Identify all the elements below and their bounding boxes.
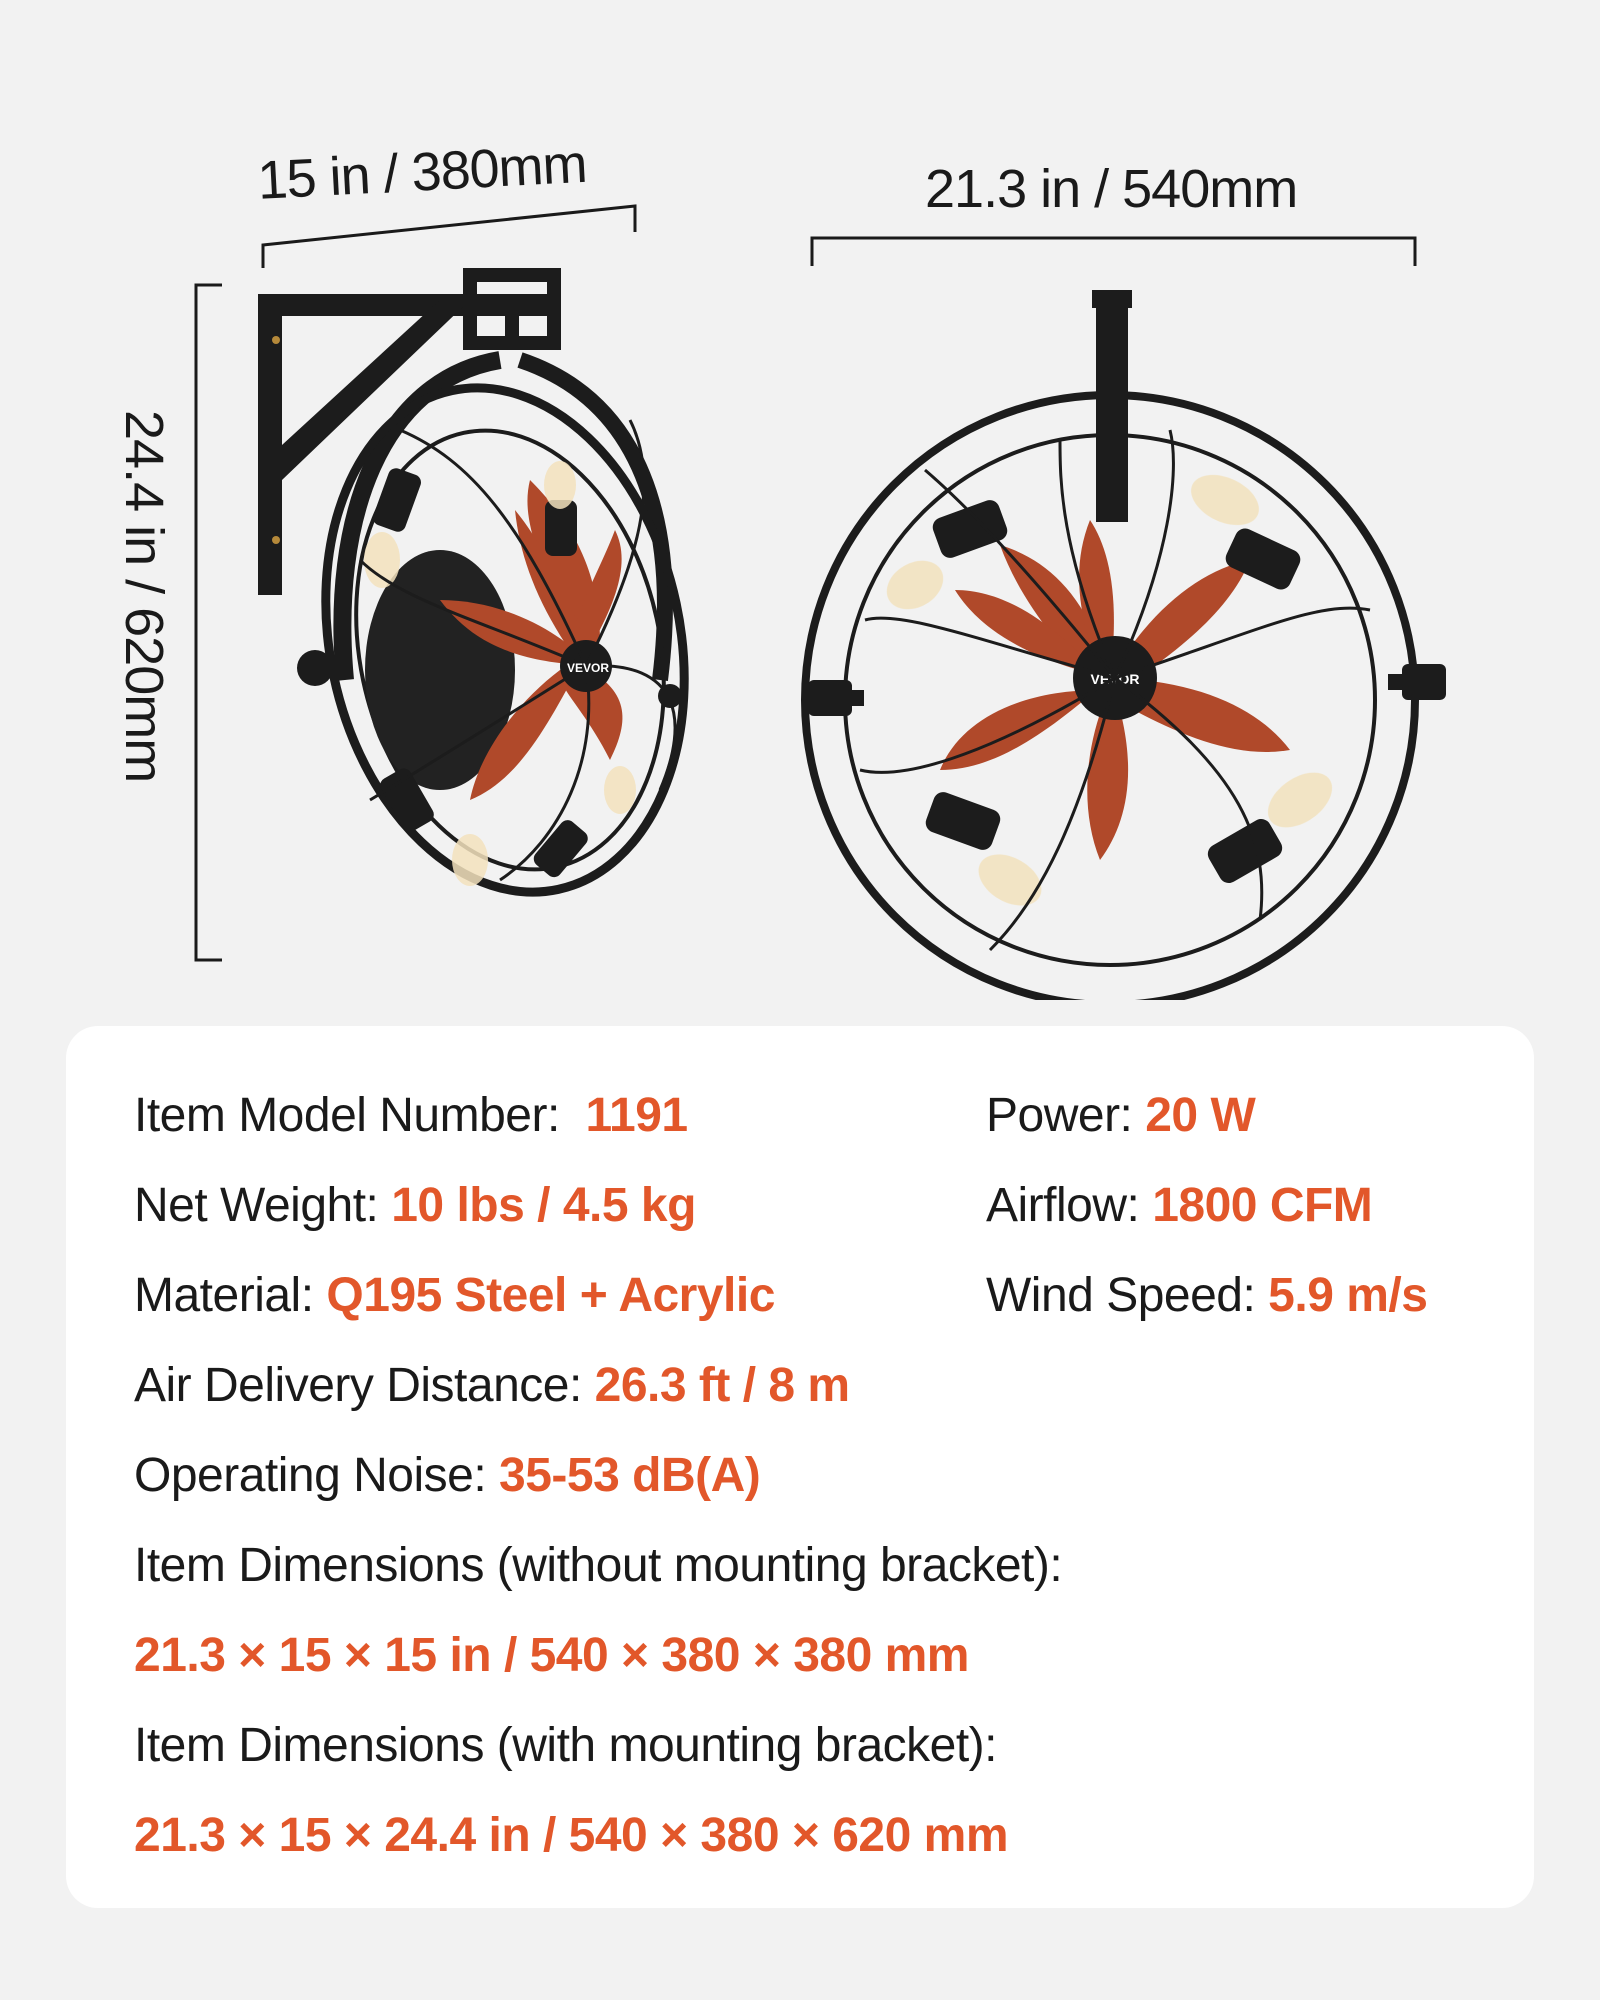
spec-model xyxy=(134,1088,688,1143)
spec-noise-label: Operating Noise: xyxy=(134,1449,487,1502)
height-dimension-line xyxy=(196,285,222,960)
spec-power xyxy=(986,1088,1255,1143)
spec-material xyxy=(134,1268,775,1323)
side-brand-badge: VEVOR xyxy=(566,661,610,675)
front-width-dimension-line xyxy=(812,238,1415,266)
spec-distance-label: Air Delivery Distance: xyxy=(134,1359,582,1412)
spec-material-value: Q195 Steel + Acrylic xyxy=(326,1269,775,1322)
spec-material-label: Material: xyxy=(134,1269,314,1322)
spec-noise-value: 35-53 dB(A) xyxy=(499,1449,761,1502)
front-view-fan xyxy=(805,290,1446,1000)
spec-model-value: 1191 xyxy=(585,1089,688,1142)
front-width-label: 21.3 in / 540mm xyxy=(925,159,1298,219)
spec-weight-value: 10 lbs / 4.5 kg xyxy=(391,1179,696,1232)
spec-weight-label: Net Weight: xyxy=(134,1179,379,1232)
spec-noise xyxy=(134,1448,760,1503)
height-label: 24.4 in / 620mm xyxy=(114,410,174,783)
spec-wind-label: Wind Speed: xyxy=(986,1269,1256,1322)
spec-distance-value: 26.3 ft / 8 m xyxy=(594,1359,850,1412)
spec-dims-with-value: 21.3 × 15 × 24.4 in / 540 × 380 × 620 mm xyxy=(134,1809,1008,1862)
spec-airflow-value: 1800 CFM xyxy=(1152,1179,1373,1232)
spec-wind xyxy=(986,1268,1427,1323)
spec-power-value: 20 W xyxy=(1145,1089,1256,1142)
spec-airflow xyxy=(986,1178,1372,1233)
spec-dims-without-value: 21.3 × 15 × 15 in / 540 × 380 × 380 mm xyxy=(134,1629,969,1682)
side-width-dimension-line xyxy=(263,206,635,268)
spec-dims-without-label: Item Dimensions (without mounting bracket): xyxy=(134,1539,1063,1592)
spec-weight xyxy=(134,1178,696,1233)
side-view-fan xyxy=(258,275,729,926)
side-width-label: 15 in / 380mm xyxy=(256,133,588,211)
front-brand-badge: VEVOR xyxy=(1090,671,1140,687)
spec-airflow-label: Airflow: xyxy=(986,1179,1140,1232)
spec-card xyxy=(66,1026,1534,1908)
spec-dims-with-label: Item Dimensions (with mounting bracket): xyxy=(134,1719,997,1772)
spec-power-label: Power: xyxy=(986,1089,1133,1142)
spec-distance xyxy=(134,1358,850,1413)
spec-wind-value: 5.9 m/s xyxy=(1268,1269,1428,1322)
spec-model-label: Item Model Number: xyxy=(134,1089,560,1142)
